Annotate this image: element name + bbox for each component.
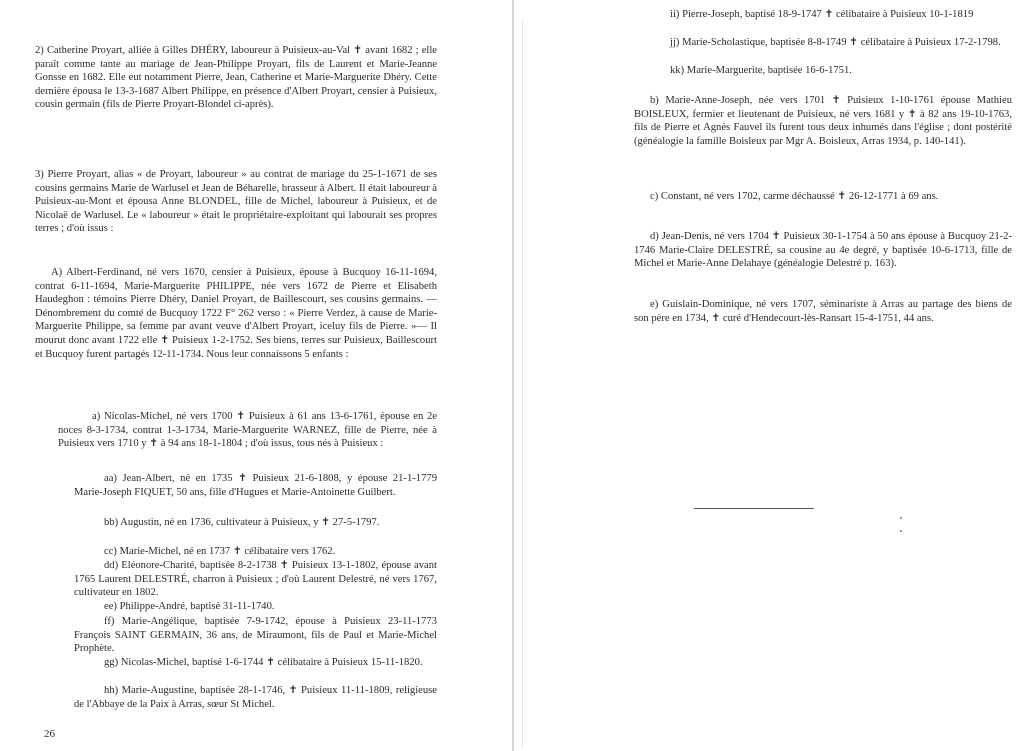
entry-ff: ff) Marie-Angélique, baptisée 7-9-1742, épouse à Puisieux 23-11-1773 François SAINT GERMAIN, 36 ans, de Miraumont, fils de Paul et Marie-Michel Prophète.	[74, 616, 440, 655]
entry-cc: cc) Marie-Michel, né en 1737 ✝ célibataire vers 1762.	[104, 546, 336, 557]
scan-speck	[900, 530, 902, 532]
paragraph-constant: c) Constant, né vers 1702, carme déchaussé ✝ 26-12-1771 à 69 ans.	[650, 191, 939, 202]
entry-kk: kk) Marie-Marguerite, baptisée 16-6-1751.	[670, 65, 852, 76]
entry-bb: bb) Augustin, né en 1736, cultivateur à Puisieux, y ✝ 27-5-1797.	[104, 517, 380, 528]
paragraph-guislain-dominique: e) Guislain-Dominique, né vers 1707, séminariste à Arras au partage des biens de son père en 1734, ✝ curé d'Hendecourt-lès-Ransart 15-4-1751, 44 ans.	[634, 299, 1015, 324]
right-page	[514, 0, 1024, 751]
entry-hh: hh) Marie-Augustine, baptisée 28-1-1746, ✝ Puisieux 11-11-1809, religieuse de l'Abbaye de la Paix à Arras, sœur St Michel.	[74, 685, 440, 710]
entry-ee: ee) Philippe-André, baptisé 31-11-1740.	[104, 601, 275, 612]
page-number: 26	[44, 728, 55, 740]
paragraph-jean-denis: d) Jean-Denis, né vers 1704 ✝ Puisieux 30-1-1754 à 50 ans épouse à Bucquoy 21-2-1746 Marie-Claire DELESTRÉ, sa cousine au 4e degré, y baptisée 10-6-1713, fille de Michel et Marie-Anne Delahaye (généalogie Delestré p. 163).	[634, 231, 1015, 270]
entry-aa: aa) Jean-Albert, né en 1735 ✝ Puisieux 21-6-1808, y épouse 21-1-1779 Marie-Joseph FIQUET, 50 ans, fille d'Hugues et Marie-Antoinette Guilbert.	[74, 473, 440, 498]
section-divider	[694, 508, 814, 509]
entry-ii: ii) Pierre-Joseph, baptisé 18-9-1747 ✝ célibataire à Puisieux 10-1-1819	[670, 9, 974, 20]
paragraph-pierre-proyart: 3) Pierre Proyart, alias « de Proyart, laboureur » au contrat de mariage du 25-1-1671 de ses cousins germains Marie de Warlusel et Jean de Béharelle, brasseur à Albert. Il était laboureur à Puisieux-au-Mont et épousa Anne BLONDEL, fille de Michel, laboureur à Puisieux, et de Nicolaë de Warlusel. Le « laboureur » était le propriétaire-exploitant qui labourait ses propres terres ; d'où issus :	[35, 169, 440, 235]
paragraph-catherine-proyart: 2) Catherine Proyart, alliée à Gilles DHÉRY, laboureur à Puisieux-au-Val ✝ avant 1682 ; elle paraît comme tante au mariage de Jean-Philippe Proyart, fils de Laurent et Marie-Jeanne Gonsse en 1682. Elle eut notamment Pierre, Jean, Catherine et Marie-Marguerite Dhéry. Cette dernière épousa le 13-3-1687 Albert Philippe, en présence d'Albert Proyart, censier à Puisieux, cousin germain (fils de Pierre Proyart-Blondel ci-après).	[35, 45, 440, 111]
entry-jj: jj) Marie-Scholastique, baptisée 8-8-1749 ✝ célibataire à Puisieux 17-2-1798.	[670, 37, 1001, 48]
paragraph-nicolas-michel: a) Nicolas-Michel, né vers 1700 ✝ Puisieux à 61 ans 13-6-1761, épouse en 2e noces 8-3-1734, contrat 1-3-1734, Marie-Marguerite WARNEZ, fille de Pierre, née à Puisieux vers 1710 y ✝ à 94 ans 18-1-1804 ; d'où issus, tous nés à Puisieux :	[58, 411, 440, 450]
paragraph-albert-ferdinand: A) Albert-Ferdinand, né vers 1670, censier à Puisieux, épouse à Bucquoy 16-11-1694, contrat 6-11-1694, Marie-Marguerite PHILIPPE, née vers 1672 de Pierre et Elisabeth Haudeghon : témoins Pierre Dhéry, Daniel Proyart, de Baillescourt, ses cousins germains. — Dénombrement du comté de Bucquoy 1722 F° 262 verso : « Pierre Verdez, à cause de Marie-Marguerite Philippe, sa femme par avant veuve d'Albert Proyart, iceluy fils de Pierre. »— Il mourut donc avant 1722 elle ✝ Puisieux 1-2-1752. Ses biens, terres sur Puisieux, Baillescourt et Bucquoy furent partagés 12-11-1734. Nous leur connaissons 5 enfants :	[35, 267, 440, 360]
entry-gg: gg) Nicolas-Michel, baptisé 1-6-1744 ✝ célibataire à Puisieux 15-11-1820.	[104, 657, 423, 668]
entry-dd: dd) Eléonore-Charité, baptisée 8-2-1738 ✝ Puisieux 13-1-1802, épouse avant 1765 Laurent DELESTRÉ, charron à Puisieux ; d'où Laurent Delestré, né vers 1767, cultivateur en 1802.	[74, 560, 440, 599]
scan-speck	[900, 517, 902, 519]
paragraph-marie-anne-joseph: b) Marie-Anne-Joseph, née vers 1701 ✝ Puisieux 1-10-1761 épouse Mathieu BOISLEUX, fermier et lieutenant de Puisieux, né vers 1681 y ✝ à 82 ans 19-10-1763, fils de Pierre et Agnès Fauvel ils furent tous deux inhumés dans l'église ; dont postérité (généalogie la famille Boisleux par Mgr A. Boisleux, Arras 1934, p. 140-141).	[634, 95, 1015, 147]
